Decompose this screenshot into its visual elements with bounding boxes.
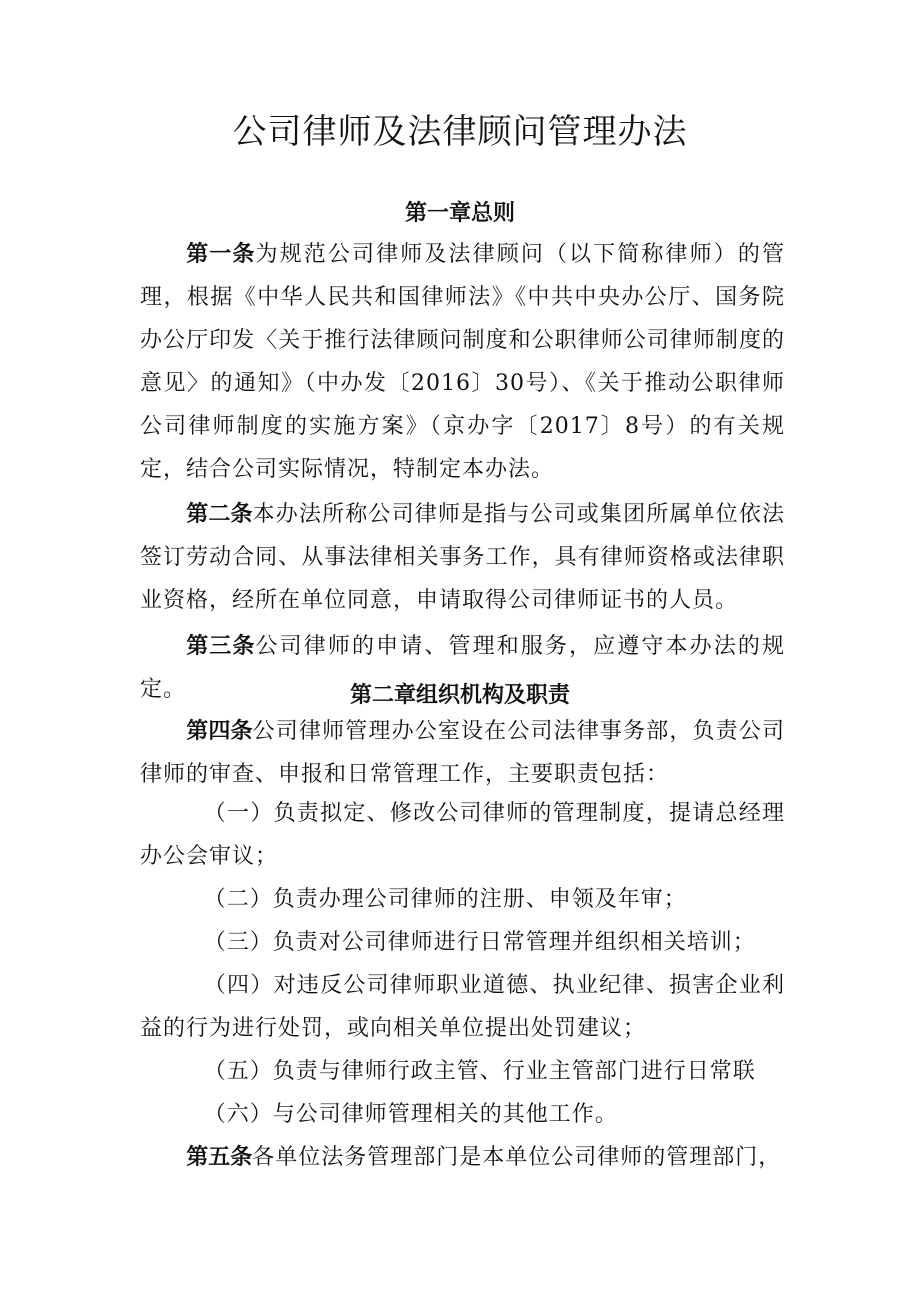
article-4-label: 第四条: [186, 719, 253, 744]
article-1-text: 为规范公司律师及法律顾问（以下简称律师）的管理，根据《中华人民共和国律师法》《中共中央办公厅、国务院办公厅印发〈关于推行法律顾问制度和公职律师公司律师制度的意见〉的通知》（中办发〔2016〕30号）、《关于推动公职律师公司律师制度的实施方案》（京办字〔2017〕8号）的有关规定，结合公司实际情况，特制定本办法。: [140, 242, 785, 482]
article-1-label: 第一条: [186, 242, 256, 267]
article-2: [140, 493, 785, 622]
article-5: [140, 1136, 785, 1179]
duty-item-6: （六）与公司律师管理相关的其他工作。: [203, 1102, 618, 1127]
article-5-text: 各单位法务管理部门是本单位公司律师的管理部门，: [252, 1145, 782, 1170]
article-4-text: 公司律师管理办公室设在公司法律事务部，负责公司律师的审查、申报和日常管理工作，主要职责包括：: [140, 719, 785, 787]
duty-item-5: （五）负责与律师行政主管、行业主管部门进行日常联: [203, 1059, 756, 1084]
chapter-heading-1: 第一章总则: [404, 201, 515, 226]
article-3-label: 第三条: [186, 634, 256, 659]
duty-item-2: （二）负责办理公司律师的注册、申领及年审；: [203, 887, 687, 912]
document-title: 公司律师及法律顾问管理办法: [232, 112, 688, 152]
article-4: [140, 710, 785, 796]
duty-item-3: （三）负责对公司律师进行日常管理并组织相关培训；: [203, 930, 756, 955]
duty-item-1: （一）负责拟定、修改公司律师的管理制度，提请总经理办公会审议；: [140, 801, 785, 869]
article-2-text: 本办法所称公司律师是指与公司或集团所属单位依法签订劳动合同、从事法律相关事务工作，具有律师资格或法律职业资格，经所在单位同意，申请取得公司律师证书的人员。: [140, 502, 785, 613]
chapter-heading-2: 第二章组织机构及职责: [349, 683, 570, 708]
duty-item-4: （四）对违反公司律师职业道德、执业纪律、损害企业利益的行为进行处罚，或向相关单位提出处罚建议；: [140, 973, 785, 1041]
article-5-label: 第五条: [186, 1145, 253, 1170]
article-3-text: 公司律师的申请、管理和服务，应遵守本办法的规定。: [140, 634, 785, 702]
article-2-label: 第二条: [186, 502, 253, 527]
article-1: [140, 233, 785, 491]
